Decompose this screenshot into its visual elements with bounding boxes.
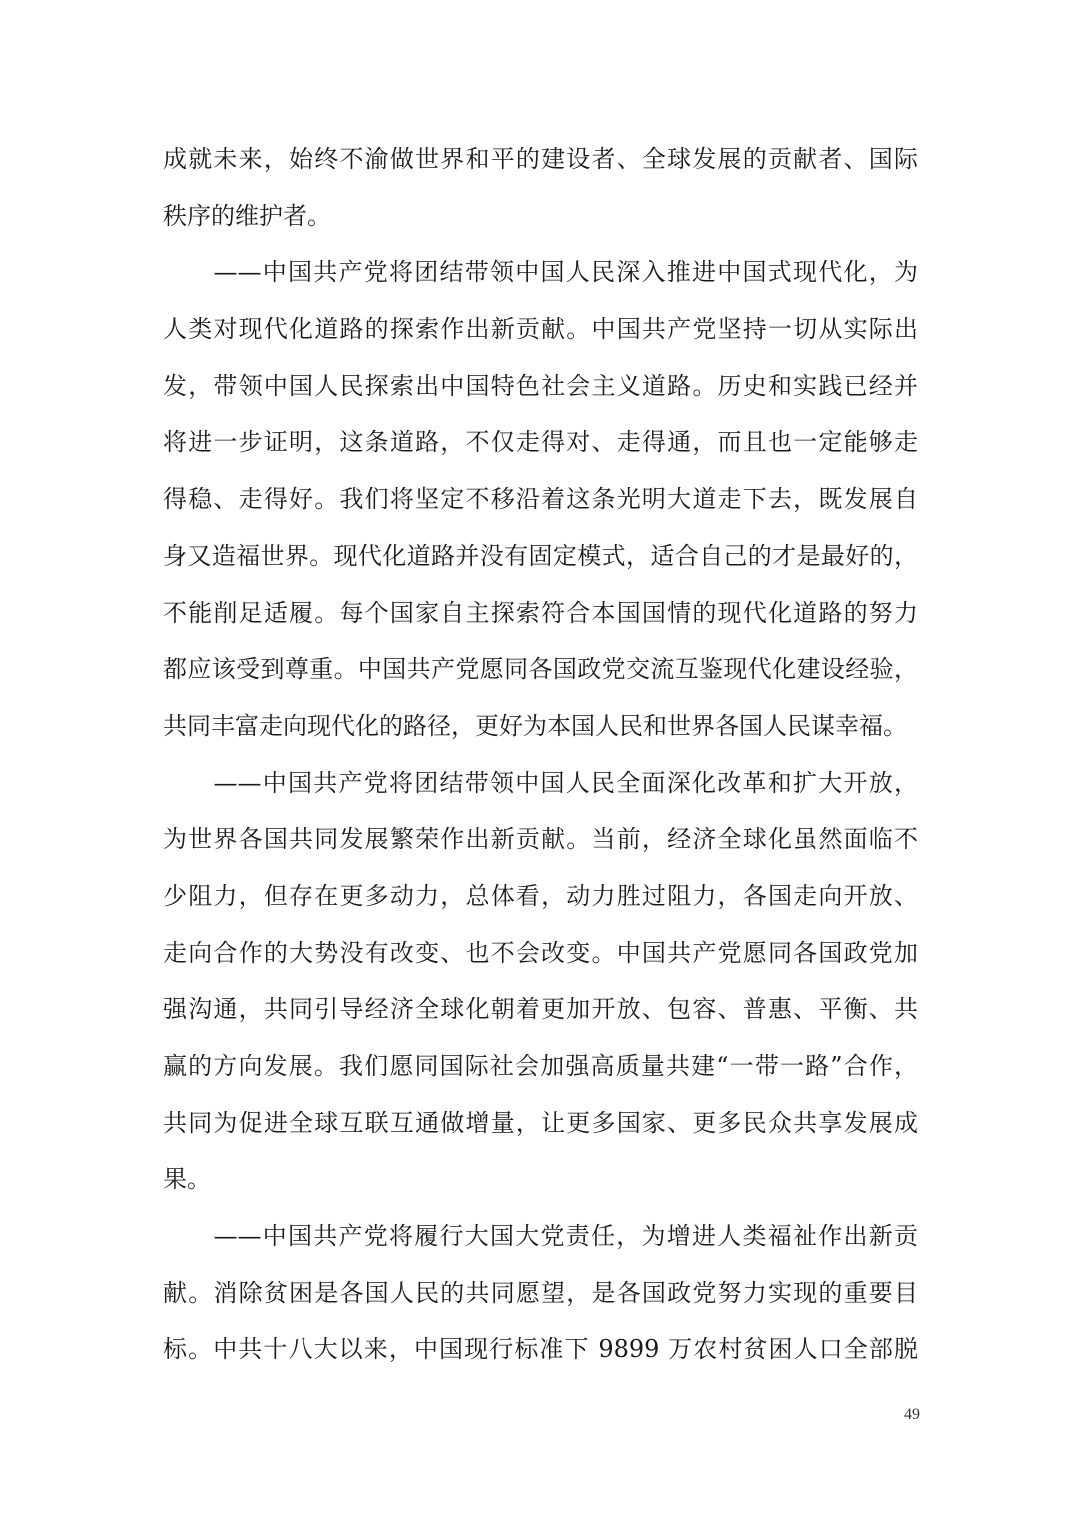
text-line: 标。中共十八大以来，中国现行标准下 9899 万农村贫困人口全部脱: [163, 1335, 918, 1364]
page-number: 49: [904, 1406, 920, 1423]
text-line: 得稳、走得好。我们将坚定不移沿着这条光明大道走下去，既发展自: [163, 485, 918, 514]
body-text: [163, 131, 918, 1378]
text-line: 强沟通，共同引导经济全球化朝着更加开放、包容、普惠、平衡、共: [163, 995, 918, 1024]
text-line: ——中国共产党将团结带领中国人民全面深化改革和扩大开放，: [163, 768, 918, 797]
text-line: 身又造福世界。现代化道路并没有固定模式，适合自己的才是最好的，: [163, 541, 918, 570]
text-line: 共同为促进全球互联互通做增量，让更多国家、更多民众共享发展成: [163, 1108, 918, 1137]
text-line: 秩序的维护者。: [163, 201, 331, 230]
text-line: 发，带领中国人民探索出中国特色社会主义道路。历史和实践已经并: [163, 371, 918, 400]
text-line: 果。: [163, 1165, 211, 1194]
text-line: 共同丰富走向现代化的路径，更好为本国人民和世界各国人民谋幸福。: [163, 711, 907, 740]
text-line: 人类对现代化道路的探索作出新贡献。中国共产党坚持一切从实际出: [163, 315, 918, 344]
text-line: 少阻力，但存在更多动力，总体看，动力胜过阻力，各国走向开放、: [163, 881, 918, 910]
text-line: 将进一步证明，这条道路，不仅走得对、走得通，而且也一定能够走: [163, 428, 918, 457]
text-line: 为世界各国共同发展繁荣作出新贡献。当前，经济全球化虽然面临不: [163, 825, 918, 854]
text-line: 走向合作的大势没有改变、也不会改变。中国共产党愿同各国政党加: [163, 938, 918, 967]
text-line: 赢的方向发展。我们愿同国际社会加强高质量共建“一带一路”合作，: [163, 1052, 918, 1080]
text-line: ——中国共产党将团结带领中国人民深入推进中国式现代化，为: [163, 258, 918, 287]
text-line: ——中国共产党将履行大国大党责任，为增进人类福祉作出新贡: [163, 1222, 918, 1251]
text-line: 不能削足适履。每个国家自主探索符合本国国情的现代化道路的努力: [163, 598, 918, 627]
text-line: 成就未来，始终不渝做世界和平的建设者、全球发展的贡献者、国际: [163, 145, 918, 173]
text-line: 献。消除贫困是各国人民的共同愿望，是各国政党努力实现的重要目: [163, 1278, 918, 1307]
text-line: 都应该受到尊重。中国共产党愿同各国政党交流互鉴现代化建设经验，: [163, 655, 918, 684]
